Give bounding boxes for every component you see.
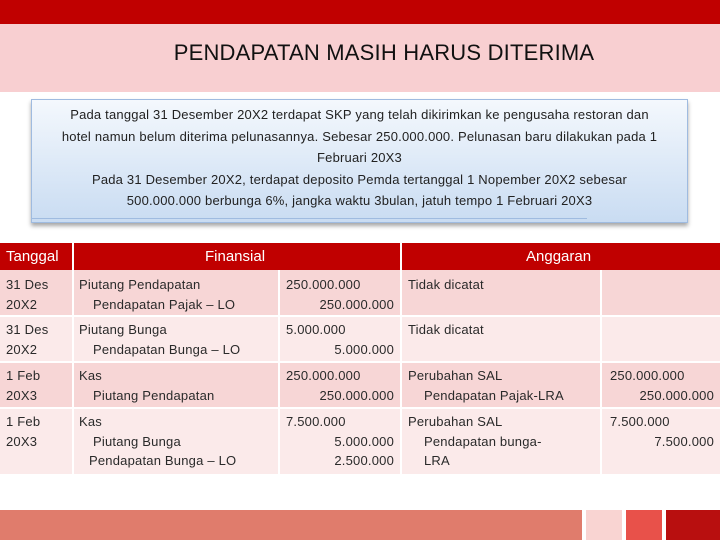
footer-square-medium <box>626 510 662 540</box>
column-divider <box>278 270 280 474</box>
top-accent-bar <box>0 0 720 24</box>
fin-amounts: 7.500.000 5.000.000 2.500.000 <box>286 414 394 468</box>
footer-strip <box>0 510 582 540</box>
fin-accounts: Piutang Bunga Pendapatan Bunga – LO <box>79 322 241 357</box>
footer-square-dark <box>666 510 720 540</box>
row-date: 31 Des 20X2 <box>6 277 49 312</box>
fin-amounts: 250.000.000 250.000.000 <box>286 368 394 403</box>
column-divider <box>400 270 402 474</box>
row-divider <box>0 407 720 409</box>
agg-accounts: Tidak dicatat <box>408 277 484 292</box>
fin-accounts: Piutang Pendapatan Pendapatan Pajak – LO <box>79 277 236 312</box>
column-divider <box>600 270 602 474</box>
agg-accounts: Perubahan SAL Pendapatan Pajak-LRA <box>408 368 564 403</box>
callout-divider <box>32 218 587 219</box>
fin-accounts: Kas Piutang Pendapatan <box>79 368 215 403</box>
header-divider <box>72 243 74 270</box>
fin-accounts: Kas Piutang Bunga Pendapatan Bunga – LO <box>79 414 237 468</box>
callout-line: Pada tanggal 31 Desember 20X2 terdapat SKP yang telah dikirimkan ke pengusaha restoran dan <box>70 107 649 122</box>
callout-line: Februari 20X3 <box>317 150 402 165</box>
table-header <box>0 243 720 270</box>
callout-line: Pada 31 Desember 20X2, terdapat deposito Pemda tertanggal 1 Nopember 20X2 sebesar <box>91 171 628 187</box>
callout-line: 500.000.000 berbunga 6%, jangka waktu 3bulan, jatuh tempo 1 Februari 20X3 <box>126 193 593 208</box>
header-finansial: Finansial <box>205 248 266 265</box>
description-callout <box>31 99 688 223</box>
table-row <box>0 362 720 408</box>
header-tanggal: Tanggal <box>6 248 59 265</box>
table-row <box>0 270 720 316</box>
header-anggaran: Anggaran <box>526 248 592 265</box>
header-divider <box>400 243 402 270</box>
agg-accounts: Perubahan SAL Pendapatan bunga- LRA <box>408 414 542 468</box>
agg-amounts: 7.500.000 7.500.000 <box>610 414 714 449</box>
row-date: 31 Des 20X2 <box>6 322 49 357</box>
footer-square-light <box>586 510 622 540</box>
column-divider <box>72 270 74 474</box>
row-divider <box>0 361 720 363</box>
fin-amounts: 250.000.000 250.000.000 <box>286 277 394 312</box>
agg-amounts: 250.000.000 250.000.000 <box>610 368 714 403</box>
fin-amounts: 5.000.000 5.000.000 <box>286 322 394 357</box>
row-date: 1 Feb 20X3 <box>6 414 41 449</box>
row-date: 1 Feb 20X3 <box>6 368 41 403</box>
slide-title: PENDAPATAN MASIH HARUS DITERIMA <box>173 40 595 65</box>
agg-accounts: Tidak dicatat <box>408 322 484 337</box>
table-row <box>0 316 720 362</box>
table-row <box>0 408 720 474</box>
row-divider <box>0 315 720 317</box>
callout-line: hotel namun belum diterima pelunasannya. Sebesar 250.000.000. Pelunasan baru dilakukan pada 1 <box>61 128 658 144</box>
